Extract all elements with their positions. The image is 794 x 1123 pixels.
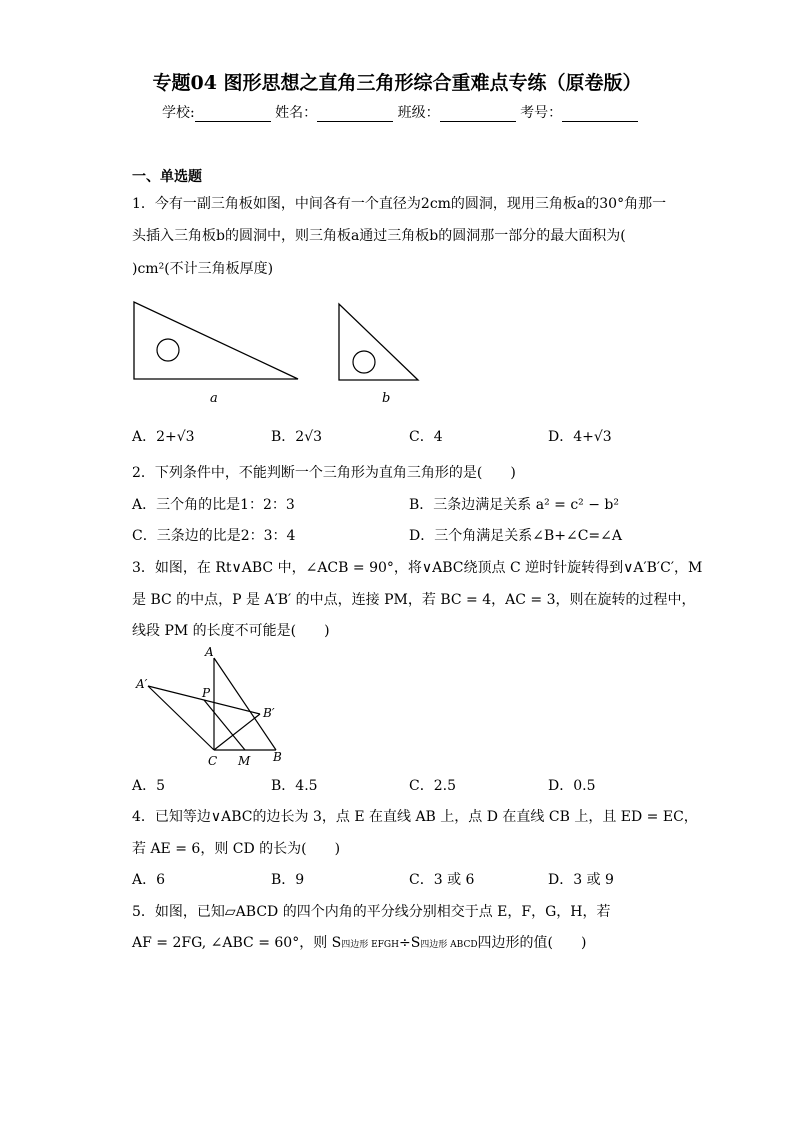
q4-option-d[interactable]: D．3 或 9 <box>548 872 614 888</box>
q3-line2: 是 BC 的中点，P 是 A′B′ 的中点，连接 PM，若 BC = 4，AC = 3，则在旋转的过程中， <box>132 592 696 608</box>
q4-option-a[interactable]: A．6 <box>132 872 166 888</box>
name-label: 姓名： <box>275 105 318 121</box>
q1-line3: )cm²(不计三角板厚度) <box>132 261 274 277</box>
class-blank[interactable] <box>440 107 516 122</box>
page-title: 专题04 图形思想之直角三角形综合重难点专练（原卷版） <box>152 72 642 94</box>
q5-line2-part-b: ÷S <box>398 935 421 951</box>
q1-triangles-figure <box>120 292 440 412</box>
school-blank[interactable] <box>195 107 271 122</box>
q2-line1: 2．下列条件中，不能判断一个三角形为直角三角形的是( ) <box>132 465 516 481</box>
q1-option-b[interactable]: B．2√3 <box>271 429 323 445</box>
triangle-b-hole <box>353 351 375 373</box>
q1-option-d[interactable]: D．4+√3 <box>548 429 612 445</box>
q5-line2-part-a: AF = 2FG, ∠ABC = 60°，则 S <box>132 935 342 951</box>
number-blank[interactable] <box>562 107 638 122</box>
label-b: b <box>382 391 391 406</box>
label-C: C <box>208 754 218 768</box>
q2-option-a[interactable]: A．三个角的比是1：2：3 <box>132 497 295 513</box>
q2-option-b[interactable]: B．三条边满足关系 a² = c² − b² <box>409 497 619 513</box>
q5-line2 <box>132 932 586 952</box>
q1-line1: 1．今有一副三角板如图，中间各有一个直径为2cm的圆洞，现用三角板a的30°角那一 <box>132 196 667 212</box>
triangle-b <box>339 304 418 380</box>
label-B: B <box>273 750 282 764</box>
q3-option-a[interactable]: A．5 <box>132 778 166 794</box>
q1-line2: 头插入三角板b的圆洞中，则三角板a通过三角板b的圆洞那一部分的最大面积为( <box>132 228 626 244</box>
q1-option-a[interactable]: A．2+√3 <box>132 429 195 445</box>
q3-line1: 3．如图，在 Rt∨ABC 中，∠ACB = 90°，将∨ABC绕顶点 C 逆时针旋转得到∨A′B′C′，M <box>132 560 703 576</box>
class-label: 班级： <box>397 105 440 121</box>
student-info-line <box>162 102 638 122</box>
section-heading: 一、单选题 <box>132 169 202 185</box>
q3-option-c[interactable]: C．2.5 <box>409 778 456 794</box>
q4-option-c[interactable]: C．3 或 6 <box>409 872 475 888</box>
q2-option-d[interactable]: D．三个角满足关系∠B+∠C=∠A <box>409 528 622 544</box>
q4-line2: 若 AE = 6，则 CD 的长为( ) <box>132 841 341 857</box>
q3-option-d[interactable]: D．0.5 <box>548 778 596 794</box>
q3-rotation-figure <box>130 642 300 770</box>
label-M: M <box>238 754 251 768</box>
q3-line3: 线段 PM 的长度不可能是( ) <box>132 623 330 639</box>
name-blank[interactable] <box>317 107 393 122</box>
label-A-prime: A′ <box>136 677 148 691</box>
q5-line1: 5．如图，已知▱ABCD 的四个内角的平分线分别相交于点 E，F，G，H，若 <box>132 904 611 920</box>
q4-line1: 4．已知等边∨ABC的边长为 3，点 E 在直线 AB 上，点 D 在直线 CB 上，且 ED = EC， <box>132 809 698 825</box>
q5-line2-part-c: 四边形的值( ) <box>477 935 587 951</box>
label-P: P <box>202 686 211 700</box>
q4-option-b[interactable]: B．9 <box>271 872 305 888</box>
q1-option-c[interactable]: C．4 <box>409 429 443 445</box>
q5-sub-efgh: 四边形 EFGH <box>341 940 399 950</box>
q3-option-b[interactable]: B．4.5 <box>271 778 318 794</box>
triangle-a-hole <box>157 339 179 361</box>
q5-sub-abcd: 四边形 ABCD <box>420 940 478 950</box>
triangle-a <box>134 302 298 379</box>
q2-option-c[interactable]: C．三条边的比是2：3：4 <box>132 528 296 544</box>
school-label: 学校: <box>162 105 195 121</box>
label-a: a <box>210 391 218 406</box>
label-A: A <box>205 645 214 659</box>
label-B-prime: B′ <box>263 706 275 720</box>
number-label: 考号： <box>520 105 563 121</box>
